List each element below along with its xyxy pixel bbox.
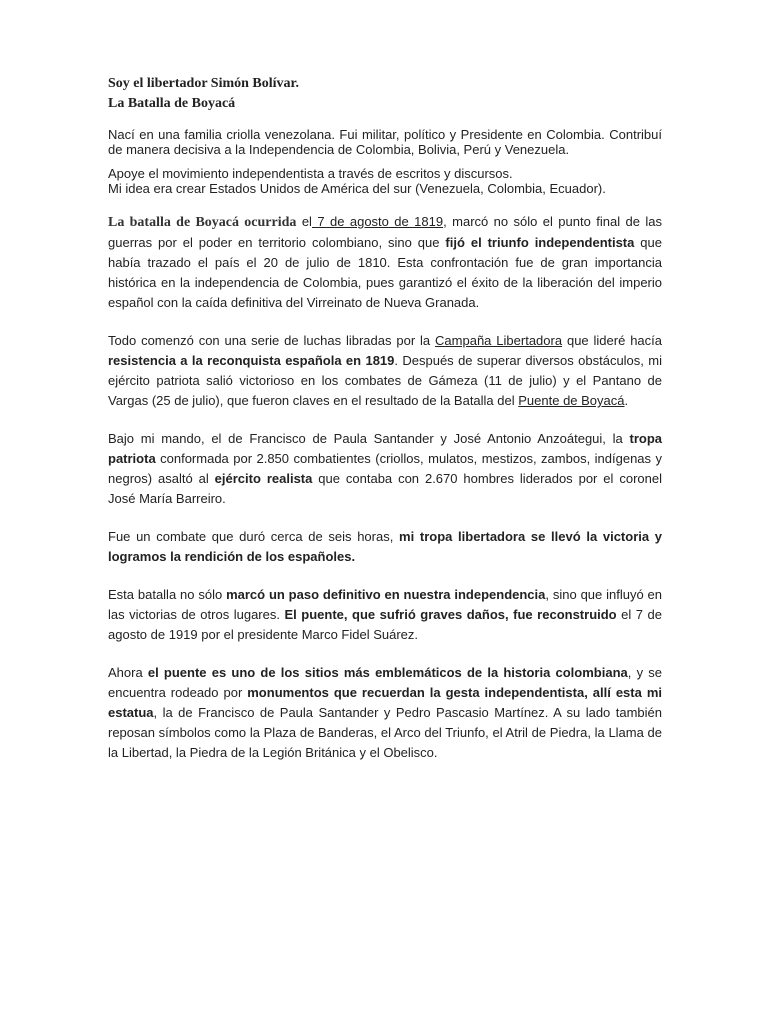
ideas-paragraph — [108, 167, 662, 196]
document-title: Soy el libertador Simón Bolívar. — [108, 76, 299, 91]
link-campana-libertadora[interactable]: Campaña Libertadora — [435, 333, 563, 348]
link-puente-de-boyaca[interactable]: Puente de Boyacá — [518, 393, 625, 408]
combat-paragraph: Fue un combate que duró cerca de seis horas, mi tropa libertadora se llevó la victoria y logramos la rendición de los españoles. — [108, 529, 662, 564]
intro-paragraph: Nací en una familia criolla venezolana. Fui militar, político y Presidente en Colombia. Contribuí de manera decisiva a la Independencia de Colombia, Bolivia, Perú y Venezuela. — [108, 127, 662, 157]
battle-lead: La batalla de Boyacá ocurrida — [108, 215, 297, 230]
monuments-paragraph: Ahora el puente es uno de los sitios más emblemáticos de la historia colombiana, y se encuentra rodeado por monumentos que recuerdan la gesta independentista, allí esta mi estatua, la de Francisco de Paula Santander y Pedro Pascasio Martínez. A su lado también reposan símbolos como la Plaza de Banderas, el Arco del Triunfo, el Atril de Piedra, la Llama de la Libertad, la Piedra de la Legión Británica y el Obelisco. — [108, 665, 662, 760]
battle-date: 7 de agosto de 1819 — [311, 214, 444, 229]
document-page — [108, 74, 662, 781]
independence-paragraph: Esta batalla no sólo marcó un paso definitivo en nuestra independencia, sino que influyó en las victorias de otros lugares. El puente, que sufrió graves daños, fue reconstruido el 7 de agosto de 1919 por el presidente Marco Fidel Suárez. — [108, 587, 663, 642]
battle-paragraph: La batalla de Boyacá ocurrida el 7 de agosto de 1819, marcó no sólo el punto final de las guerras por el poder en territorio colombiano, sino que fijó el triunfo independentista que había trazado el país el 20 de julio de 1810. Esta confrontación fue de gran importancia histórica en la independencia de Colombia, pues garantizó el éxito de la liberación del imperio español con la caída definitiva del Virreinato de Nueva Granada. — [108, 214, 662, 310]
campaign-paragraph: Todo comenzó con una serie de luchas libradas por la Campaña Libertadora que lideré hacía resistencia a la reconquista española en 1819. Después de superar diversos obstáculos, mi ejército patriota salió victorioso en los combates de Gámeza (11 de julio) y el Pantano de Vargas (25 de julio), que fueron claves en el resultado de la Batalla del Puente de Boyacá. — [108, 333, 663, 408]
troops-paragraph: Bajo mi mando, el de Francisco de Paula Santander y José Antonio Anzoátegui, la tropa patriota conformada por 2.850 combatientes (criollos, mulatos, mestizos, zambos, indígenas y negros) asaltó al ejército realista que contaba con 2.670 hombres liderados por el coronel José María Barreiro. — [108, 431, 662, 506]
ideas-line-2: Mi idea era crear Estados Unidos de América del sur (Venezuela, Colombia, Ecuador). — [108, 180, 606, 196]
ideas-line-1: Apoye el movimiento independentista a través de escritos y discursos. — [108, 166, 513, 181]
document-subtitle: La Batalla de Boyacá — [108, 96, 236, 111]
